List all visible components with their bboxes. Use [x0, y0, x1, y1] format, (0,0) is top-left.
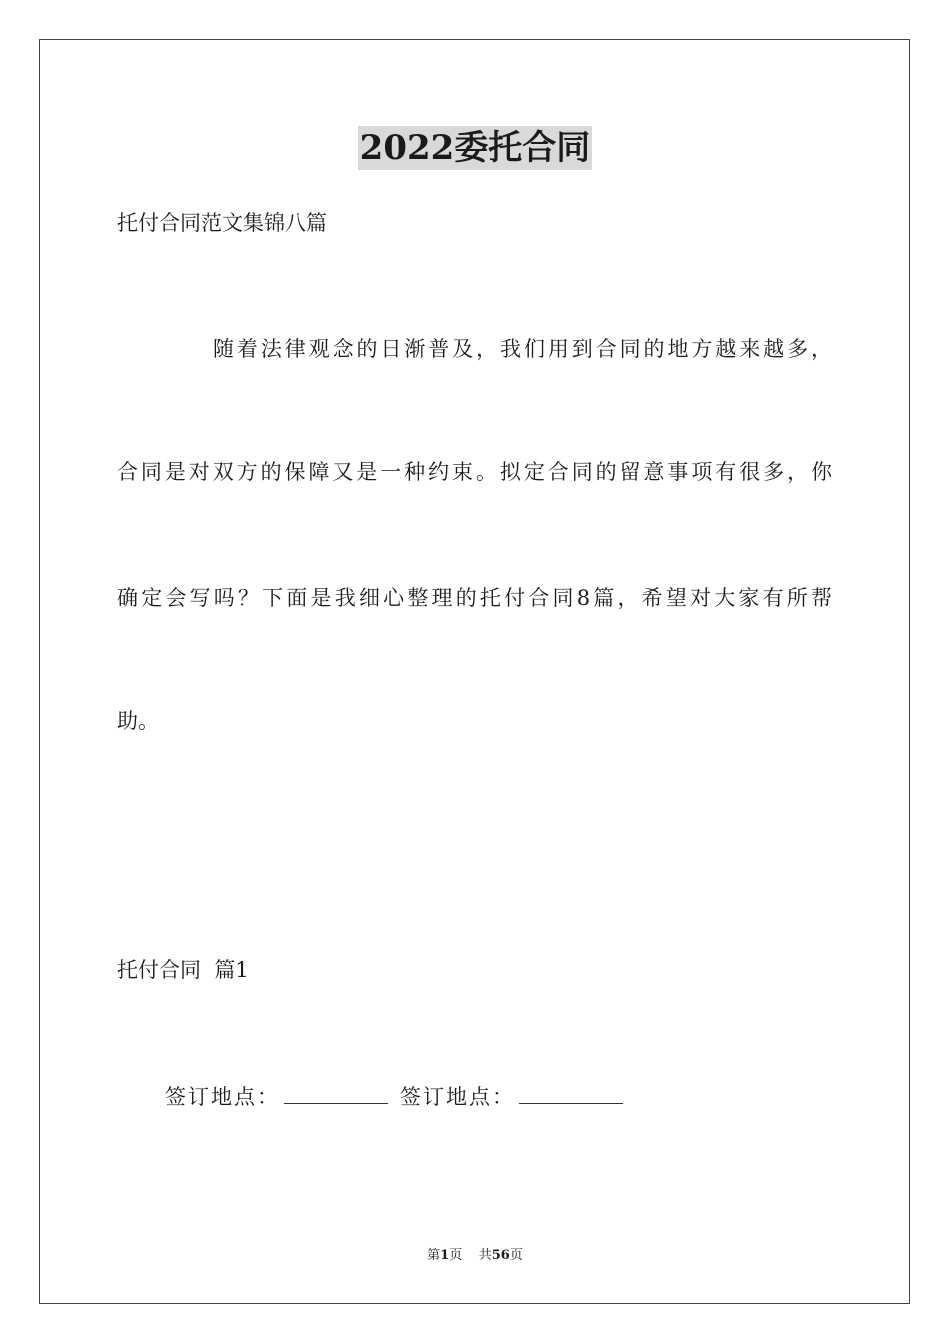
footer-page-number: 1 — [440, 1248, 450, 1263]
signing-location-blank-1[interactable] — [284, 1081, 388, 1104]
intro-line-4: 助。 — [117, 709, 159, 733]
signing-location-label-2: 签订地点： — [400, 1085, 515, 1109]
page-footer — [0, 1247, 950, 1265]
footer-page-prefix: 第 — [427, 1248, 441, 1263]
document-title: 2022委托合同 — [359, 128, 591, 168]
title-container — [0, 126, 950, 170]
footer-total-suffix: 页 — [509, 1248, 523, 1263]
footer-page-suffix: 页 — [449, 1248, 463, 1263]
intro-line-1: 随着法律观念的日渐普及，我们用到合同的地方越来越多， — [213, 337, 833, 361]
intro-line-3: 确定会写吗？下面是我细心整理的托付合同8篇，希望对大家有所帮 — [117, 586, 833, 610]
document-subtitle: 托付合同范文集锦八篇 — [117, 211, 327, 235]
signing-location-row — [165, 1081, 635, 1112]
signing-location-blank-2[interactable] — [519, 1081, 623, 1104]
section-heading: 托付合同 篇1 — [117, 958, 249, 982]
footer-total-pages: 56 — [491, 1248, 510, 1263]
intro-line-2: 合同是对双方的保障又是一种约束。拟定合同的留意事项有很多，你 — [117, 460, 833, 484]
signing-location-label-1: 签订地点： — [165, 1085, 280, 1109]
footer-total-prefix: 共 — [478, 1248, 492, 1263]
